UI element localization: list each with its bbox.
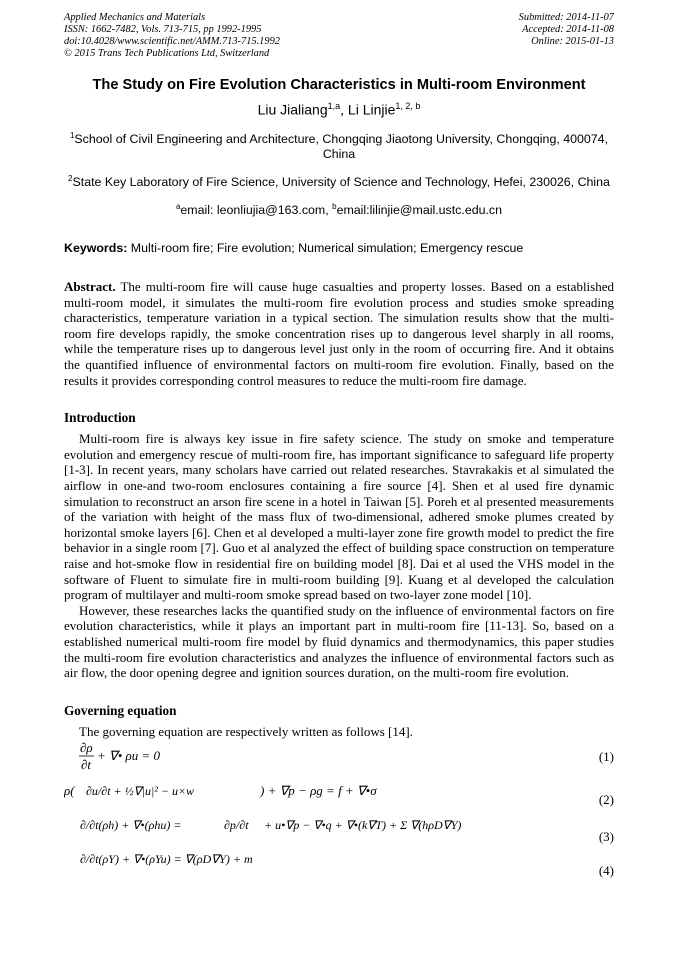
- equation-number: (3): [598, 829, 614, 845]
- section-heading-introduction: Introduction: [64, 410, 136, 426]
- equation-1: [64, 739, 614, 773]
- author-superscript: 1,a: [327, 101, 341, 111]
- eq1-rest: + ∇• ρu = 0: [97, 748, 161, 764]
- equation-2-formula: [64, 773, 524, 809]
- equation-intro: The governing equation are respectively written as follows [14].: [79, 723, 413, 739]
- eq2-lhs: ρ(: [64, 783, 75, 799]
- publication-header: [64, 12, 614, 60]
- submitted-date: Submitted: 2014-11-07: [518, 12, 614, 23]
- introduction-paragraph: However, these researches lacks the quantified study on the influence of environmental factors on fire evolution characteristics, while it plays an important part in multi-room fire [11-13]. So, based on a established numerical multi-room fire model by fluid dynamics and thermodynamics, this paper studies the multi-room fire evolution characteristics and analyzes the influence of environmental factors such as air flow, the door opening degree and ignition sources duration, on the multi-room fire evolution.: [64, 602, 614, 681]
- journal-info: [64, 12, 280, 60]
- author-name: Liu Jialiang: [257, 101, 328, 118]
- equation-number: (1): [598, 749, 614, 765]
- author-line: [64, 98, 614, 119]
- equation-4-formula: [64, 845, 384, 879]
- online-date: Online: 2015-01-13: [531, 36, 614, 47]
- affiliation: [64, 128, 614, 162]
- abstract-text: The multi-room fire will cause huge casualties and property losses. Based on a established multi-room model, it simulates the multi-room fire evolution process and studies smoke spreading characteristics, temperature variation in a typical section. The simulation results show that the multi-room fire develops rapidly, the smoke concentration rises up to dangerous level sharply in all rooms, while the temperature rises up to dangerous level just only in the room of occurring fire. And it obtains the quantified influence of environmental factors on multi-room fire evolution. Finally, based on the results it provides corresponding control measures to reduce the multi-room fire damage.: [64, 279, 614, 388]
- equation-2: [64, 773, 614, 809]
- author-separator: ,: [340, 101, 348, 118]
- equation-3: [64, 809, 614, 845]
- eq1-denominator: ∂t: [81, 757, 92, 773]
- eq1-numerator: ∂ρ: [80, 740, 93, 756]
- email-address[interactable]: email:lilinjie@mail.ustc.edu.cn: [336, 203, 503, 218]
- doi-line[interactable]: doi:10.4028/www.scientific.net/AMM.713-715.1992: [64, 36, 280, 47]
- section-heading-governing-equation: Governing equation: [64, 702, 177, 718]
- equation-1-formula: [64, 739, 364, 773]
- affiliation-number: 1: [69, 130, 75, 140]
- email-superscript: b: [332, 201, 337, 211]
- affiliation: [64, 171, 614, 190]
- email-address[interactable]: email: leonliujia@163.com,: [180, 203, 333, 218]
- copyright-line: © 2015 Trans Tech Publications Ltd, Switzerland: [64, 48, 270, 59]
- equation-number: (4): [598, 863, 614, 879]
- keywords: [64, 241, 614, 256]
- equation-number: (2): [598, 792, 614, 808]
- eq2-rhs: ) + ∇p − ρg = f + ∇•σ: [260, 783, 377, 799]
- accepted-date: Accepted: 2014-11-08: [522, 24, 614, 35]
- eq4-formula: ∂/∂t(ρY) + ∇•(ρYu) = ∇(ρD∇Y) + m: [80, 852, 253, 867]
- introduction-paragraph: Multi-room fire is always key issue in fire safety science. The study on smoke and temperature evolution and emergency rescue of multi-room fire, has important significance to safeguard life property [1-3]. In recent years, many scholars have carried out related researches. Stavrakakis et al simulated the airflow in one-and two-room enclosures containing a fire source [4]. Shen et al used fire dynamic simulation to reconstruct an arson fire scene in a hotel in Taiwan [5]. Poreh et al presented measurements of the variation with height of the mass flux of two-dimensional, adhered smoke plumes created by horizontal smoke layers [6]. Chen et al developed a multi-layer zone fire growth model to predict the fire behavior in a single room [7]. Guo et al analyzed the effect of building space construction on temperature raise and hot-smoke flow in residential fire on building model [8]. Dai et al used the VHS model in the software of Fluent to simulate fire in multi-room building [9]. Kuang et al developed the calculation program of multilayer and multi-room smoke spread based on two-layer zone model [10].: [64, 431, 614, 603]
- author-superscript: 1, 2, b: [395, 101, 421, 111]
- affiliation-text: School of Civil Engineering and Architecture, Chongqing Jiaotong University, Chongqing, 400074, China: [74, 131, 609, 161]
- journal-name: Applied Mechanics and Materials: [64, 12, 206, 23]
- eq3-mid: ∂p/∂t: [224, 818, 249, 833]
- affiliation-number: 2: [68, 173, 73, 183]
- email-line: [64, 199, 614, 218]
- equation-3-formula: [64, 809, 534, 845]
- abstract: [64, 279, 614, 388]
- eq3-rhs: + u•∇p − ∇•q + ∇•(k∇T) + Σ ∇(hρD∇Y): [264, 818, 462, 833]
- author-name: Li Linjie: [347, 101, 396, 118]
- eq3-lhs: ∂/∂t(ρh) + ∇•(ρhu) =: [80, 818, 182, 833]
- equation-4: [64, 845, 614, 879]
- paper-title: The Study on Fire Evolution Characteristics in Multi-room Environment: [92, 77, 586, 93]
- keywords-text: Multi-room fire; Fire evolution; Numerical simulation; Emergency rescue: [127, 241, 524, 256]
- eq2-inner: ∂u/∂t + ½∇|u|² − u×w: [86, 784, 195, 799]
- affiliation-text: State Key Laboratory of Fire Science, University of Science and Technology, Hefei, 230026, China: [72, 174, 610, 189]
- issn-line: ISSN: 1662-7482, Vols. 713-715, pp 1992-1995: [64, 24, 262, 35]
- email-superscript: a: [175, 201, 181, 211]
- keywords-label: Keywords:: [64, 241, 128, 256]
- dates-info: [519, 12, 614, 60]
- abstract-label: Abstract.: [64, 279, 116, 295]
